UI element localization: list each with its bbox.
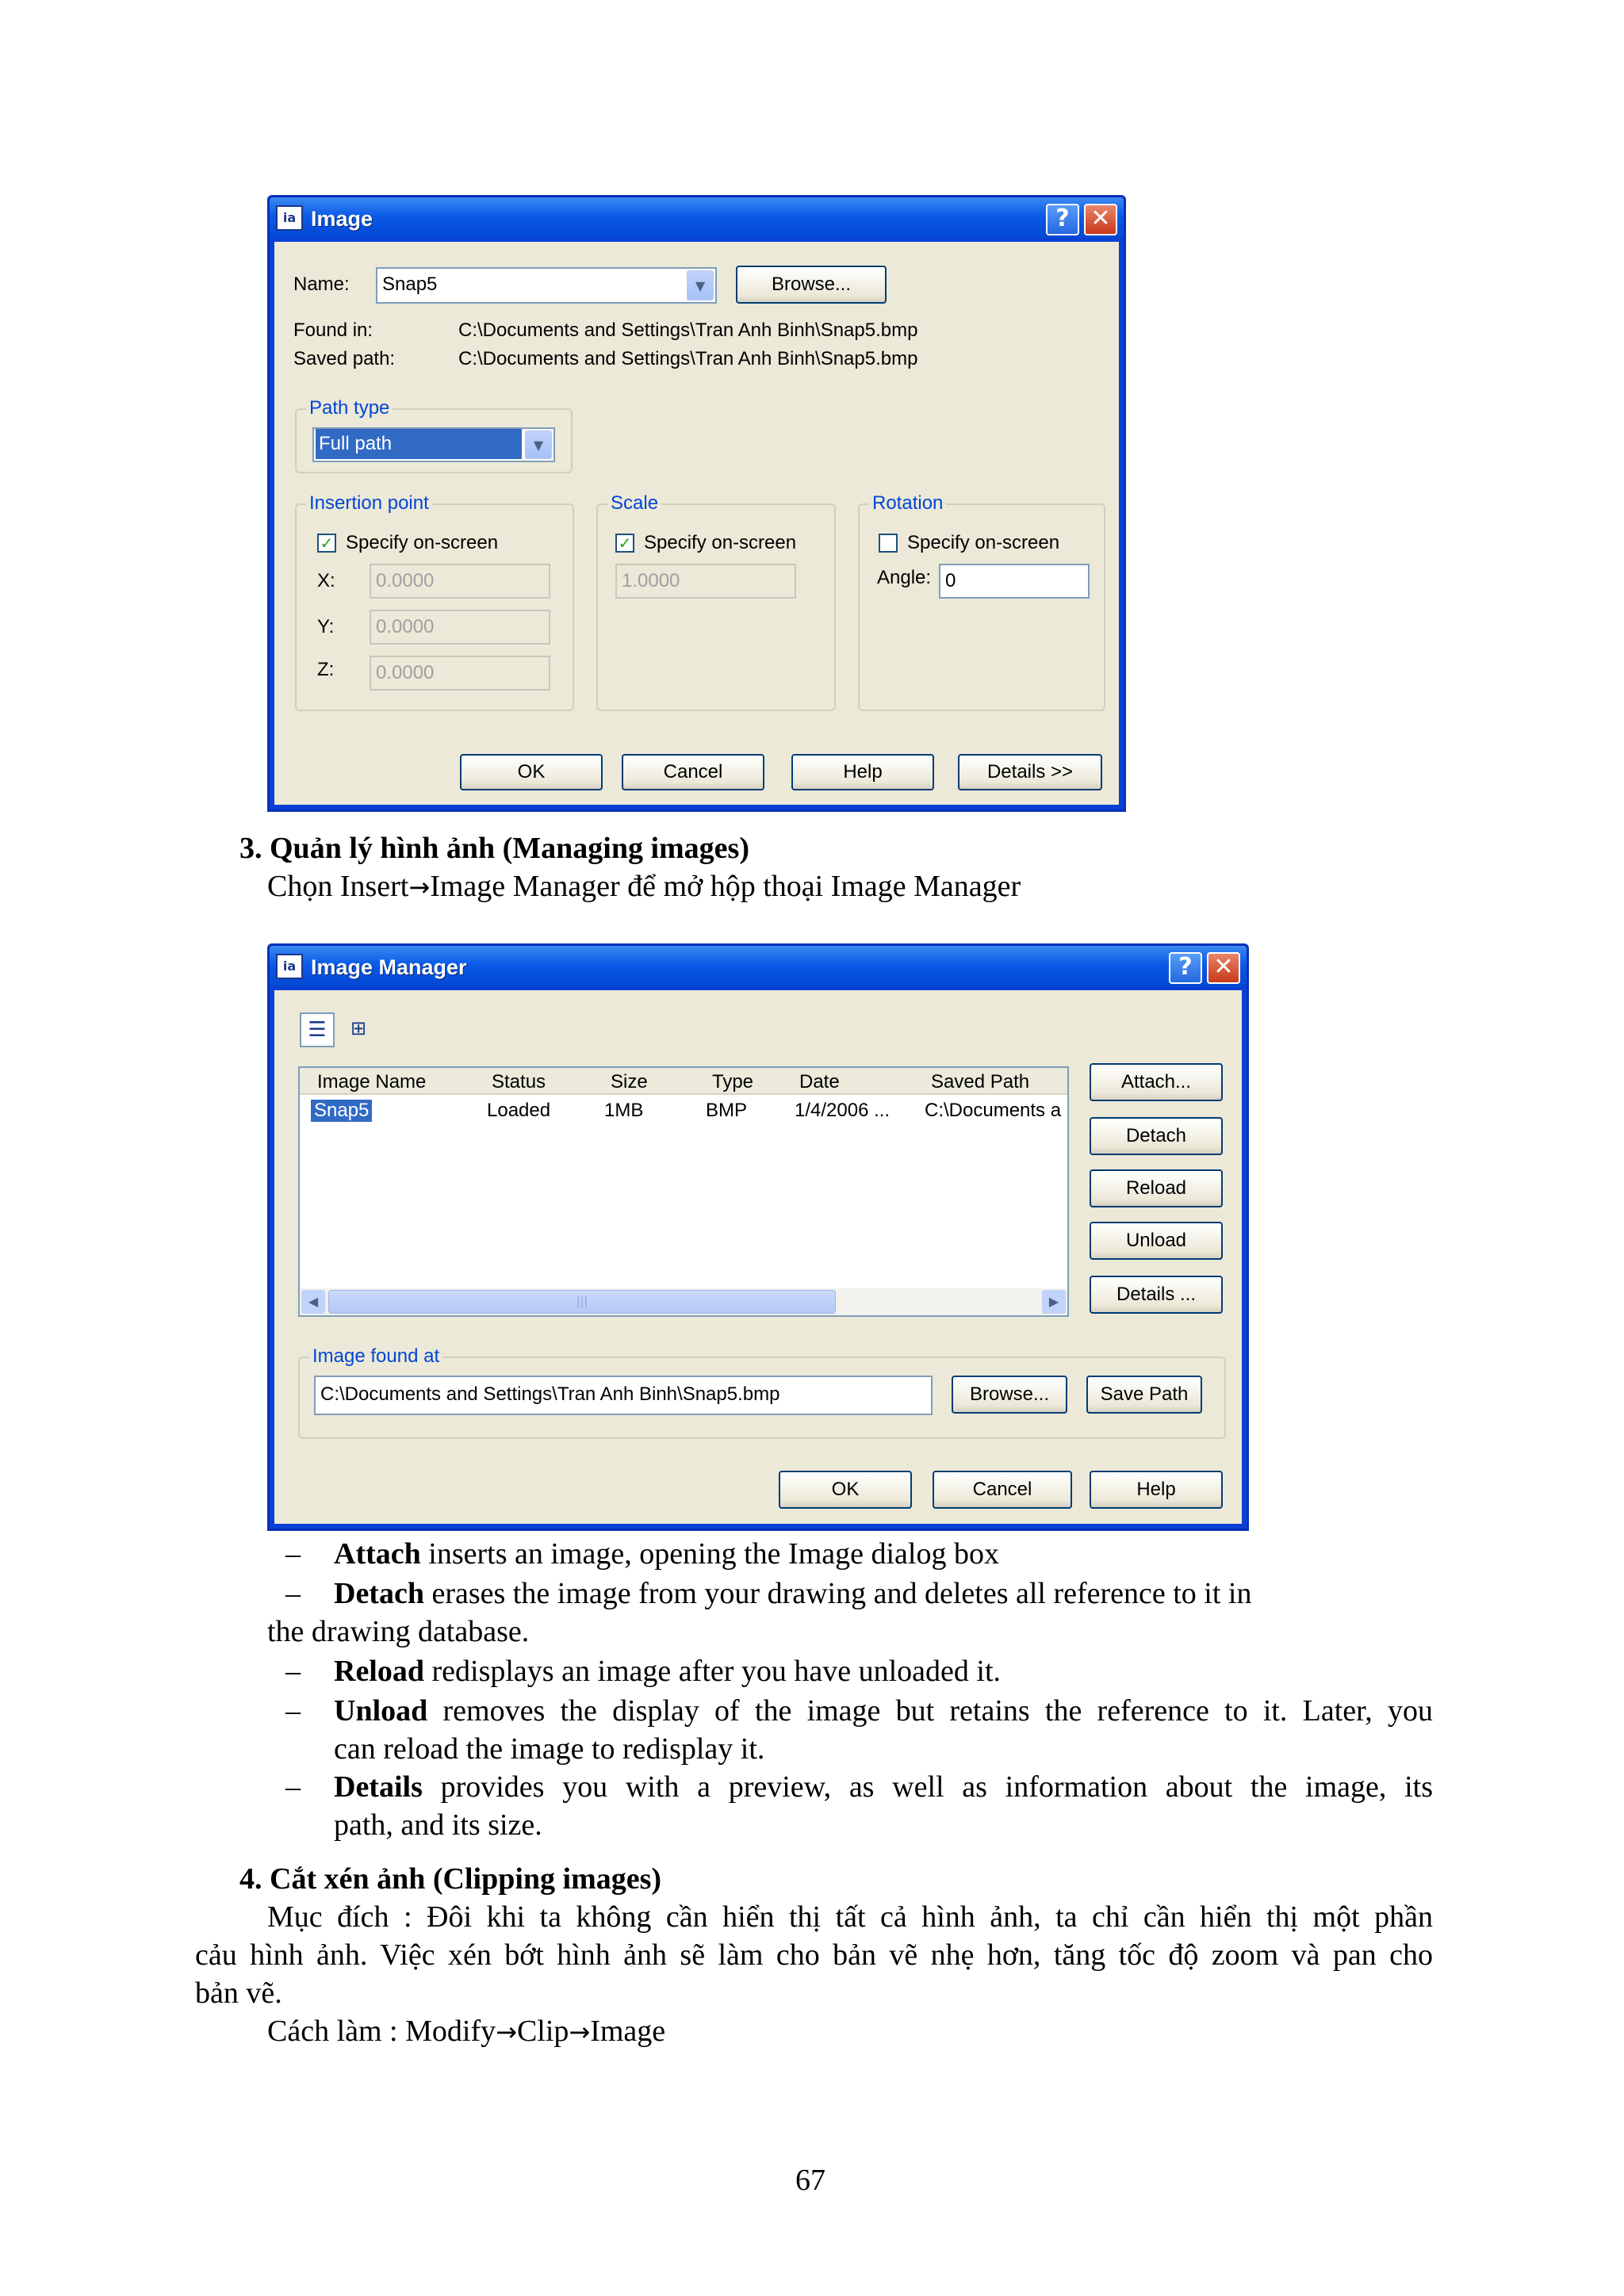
- bullet-unload: Unload removes the display of the image but retains the reference to it. Later, you: [334, 1694, 1433, 1728]
- path-type-label: Path type: [306, 397, 393, 419]
- row-status: Loaded: [487, 1100, 551, 1121]
- row-type: BMP: [706, 1100, 748, 1121]
- z-input[interactable]: 0.0000: [370, 656, 550, 691]
- insertion-point-label: Insertion point: [306, 492, 432, 515]
- bullet-dash: –: [285, 1694, 301, 1728]
- bullet-detach-cont: the drawing database.: [267, 1615, 530, 1648]
- close-button[interactable]: ✕: [1084, 204, 1117, 235]
- close-button[interactable]: ✕: [1207, 952, 1240, 984]
- section4-howto: Cách làm : Modify→Clip→Image: [267, 2015, 666, 2048]
- cancel-button[interactable]: Cancel: [933, 1471, 1072, 1509]
- save-path-button[interactable]: Save Path: [1086, 1376, 1202, 1414]
- image-icon: ia: [276, 954, 303, 979]
- arrow-right-icon: →: [496, 2017, 517, 2047]
- scale-input[interactable]: 1.0000: [615, 564, 796, 599]
- list-view-icon[interactable]: ☰: [300, 1012, 335, 1047]
- insertion-specify-label: Specify on-screen: [346, 532, 499, 553]
- x-label: X:: [317, 570, 335, 591]
- column-date[interactable]: Date: [799, 1071, 840, 1093]
- column-image-name[interactable]: Image Name: [317, 1071, 427, 1093]
- details-button[interactable]: Details >>: [958, 754, 1102, 790]
- chevron-down-icon[interactable]: ▼: [525, 430, 552, 459]
- help-titlebar-button[interactable]: ?: [1046, 204, 1079, 235]
- bullet-dash: –: [285, 1770, 301, 1804]
- arrow-right-icon: →: [408, 872, 431, 902]
- image-icon: ia: [276, 205, 303, 231]
- bullet-details: Details provides you with a preview, as well as information about the image, its: [334, 1770, 1433, 1804]
- bullet-dash: –: [285, 1537, 301, 1571]
- angle-label: Angle:: [877, 567, 932, 588]
- path-type-group: [295, 397, 573, 473]
- details-button[interactable]: Details ...: [1090, 1276, 1223, 1314]
- scale-group: [596, 492, 836, 711]
- saved-path-value: C:\Documents and Settings\Tran Anh Binh\Snap5.bmp: [458, 348, 918, 369]
- angle-input[interactable]: 0: [939, 564, 1090, 599]
- path-type-dropdown[interactable]: [312, 427, 555, 462]
- name-value: Snap5: [382, 274, 438, 295]
- y-input[interactable]: 0.0000: [370, 610, 550, 645]
- name-label: Name:: [293, 274, 350, 295]
- name-dropdown[interactable]: [376, 267, 717, 304]
- unload-button[interactable]: Unload: [1090, 1222, 1223, 1260]
- image-dialog-titlebar: [270, 197, 1124, 239]
- table-row[interactable]: [300, 1098, 1067, 1125]
- y-label: Y:: [317, 616, 335, 637]
- section3-intro: Chọn Insert→Image Manager để mở hộp thoại Image Manager: [267, 870, 1021, 903]
- help-titlebar-button[interactable]: ?: [1169, 952, 1202, 984]
- arrow-right-icon: →: [569, 2017, 591, 2047]
- section4-heading: 4. Cắt xén ảnh (Clipping images): [239, 1862, 662, 1896]
- column-saved-path[interactable]: Saved Path: [931, 1071, 1030, 1093]
- help-button[interactable]: Help: [791, 754, 934, 790]
- row-image-name: Snap5: [311, 1100, 372, 1122]
- row-size: 1MB: [604, 1100, 644, 1121]
- rotation-group: [858, 492, 1105, 711]
- section4-line2: cảu hình ảnh. Việc xén bớt hình ảnh sẽ làm cho bản vẽ nhẹ hơn, tăng tốc độ zoom và pan cho: [195, 1938, 1433, 1972]
- bullet-detach: Detach erases the image from your drawing and deletes all reference to it in: [334, 1577, 1252, 1610]
- image-found-at-label: Image found at: [309, 1345, 442, 1368]
- image-dialog-client: [274, 242, 1119, 805]
- x-input[interactable]: 0.0000: [370, 564, 550, 599]
- insertion-point-group: [295, 492, 574, 711]
- help-button[interactable]: Help: [1090, 1471, 1223, 1509]
- bullet-unload-cont: can reload the image to redisplay it.: [334, 1732, 765, 1766]
- bullet-attach: Attach inserts an image, opening the Image dialog box: [334, 1537, 999, 1571]
- image-found-at-group: [298, 1345, 1226, 1439]
- scale-specify-checkbox[interactable]: ✓: [615, 534, 634, 553]
- browse-button[interactable]: Browse...: [952, 1376, 1067, 1414]
- chevron-down-icon[interactable]: ▼: [687, 270, 714, 300]
- image-dialog: [267, 195, 1126, 812]
- found-in-label: Found in:: [293, 320, 373, 341]
- saved-path-label: Saved path:: [293, 348, 396, 369]
- bullet-dash: –: [285, 1655, 301, 1688]
- found-in-value: C:\Documents and Settings\Tran Anh Binh\Snap5.bmp: [458, 320, 918, 341]
- column-status[interactable]: Status: [492, 1071, 546, 1093]
- scale-label: Scale: [607, 492, 661, 515]
- list-header: [300, 1068, 1067, 1095]
- image-manager-title: Image Manager: [311, 955, 467, 979]
- section4-line1: Mục đích : Đôi khi ta không cần hiển thị tất cả hình ảnh, ta chỉ cần hiển thị một phần: [267, 1900, 1433, 1934]
- image-manager-titlebar: [270, 946, 1247, 987]
- ok-button[interactable]: OK: [460, 754, 603, 790]
- image-manager-dialog: [267, 943, 1249, 1531]
- rotation-specify-checkbox[interactable]: [879, 534, 898, 553]
- rotation-specify-label: Specify on-screen: [907, 532, 1060, 553]
- row-date: 1/4/2006 ...: [795, 1100, 891, 1121]
- attach-button[interactable]: Attach...: [1090, 1063, 1223, 1101]
- horizontal-scrollbar[interactable]: [300, 1288, 1067, 1315]
- column-type[interactable]: Type: [712, 1071, 754, 1093]
- image-manager-client: [274, 990, 1242, 1524]
- path-type-value: Full path: [316, 429, 522, 459]
- z-label: Z:: [317, 659, 335, 680]
- image-dialog-title: Image: [311, 207, 373, 231]
- rotation-label: Rotation: [869, 492, 946, 515]
- bullet-dash: –: [285, 1577, 301, 1610]
- scroll-left-icon[interactable]: ◀: [301, 1290, 325, 1314]
- detach-button[interactable]: Detach: [1090, 1117, 1223, 1155]
- image-found-at-input[interactable]: C:\Documents and Settings\Tran Anh Binh\Snap5.bmp: [314, 1376, 933, 1415]
- scroll-right-icon[interactable]: ▶: [1042, 1290, 1066, 1314]
- section4-line3: bản vẽ.: [195, 1976, 282, 2010]
- reload-button[interactable]: Reload: [1090, 1169, 1223, 1207]
- scale-specify-label: Specify on-screen: [644, 532, 797, 553]
- section3-heading: 3. Quản lý hình ảnh (Managing images): [239, 832, 749, 865]
- bullet-reload: Reload redisplays an image after you have unloaded it.: [334, 1655, 1002, 1688]
- insertion-specify-checkbox[interactable]: ✓: [317, 534, 336, 553]
- cancel-button[interactable]: Cancel: [622, 754, 764, 790]
- column-size[interactable]: Size: [611, 1071, 648, 1093]
- ok-button[interactable]: OK: [779, 1471, 912, 1509]
- scroll-thumb[interactable]: |||: [328, 1290, 836, 1314]
- row-saved-path: C:\Documents a: [925, 1100, 1062, 1121]
- browse-button[interactable]: Browse...: [736, 266, 887, 304]
- bullet-details-cont: path, and its size.: [334, 1808, 542, 1842]
- page-number: 67: [795, 2164, 825, 2197]
- image-list[interactable]: [298, 1066, 1069, 1317]
- tree-view-icon[interactable]: ⊞: [341, 1012, 376, 1047]
